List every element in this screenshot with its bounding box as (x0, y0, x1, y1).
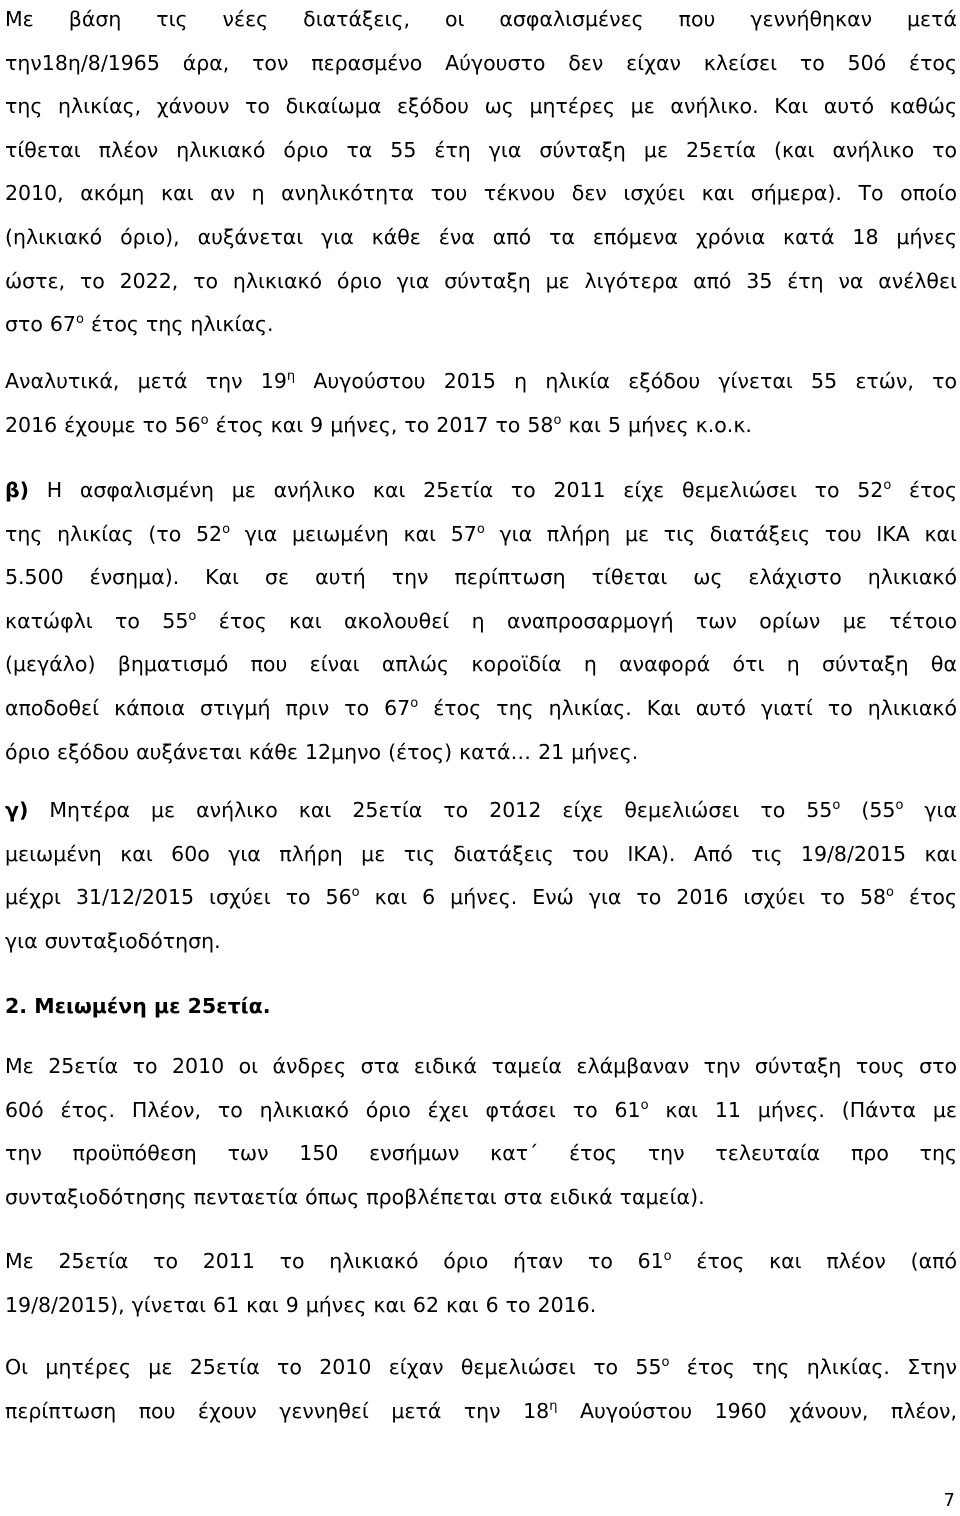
section-heading: 2. Μειωμένη με 25ετία. (5, 994, 271, 1018)
text-line (5, 1240, 957, 1284)
text-line (5, 687, 957, 731)
text-line: 2010, ακόμη και αν η ανηλικότητα του τέκνου δεν ισχύει και σήμερα). Το οποίο (5, 181, 957, 206)
list-marker: γ) (5, 798, 29, 822)
paragraph-6 (5, 1240, 957, 1327)
text-line: μειωμένη και 60ο για πλήρη με τις διατάξεις του ΙΚΑ). Από τις 19/8/2015 και (5, 841, 957, 866)
text-line: Με 25ετία το 2010 οι άνδρες στα ειδικά ταμεία ελάμβαναν την σύνταξη τους στο (5, 1054, 957, 1078)
page-number: 7 (943, 1490, 955, 1511)
text-fragment: Αυγούστου 1960 χάνουν, πλέον, (557, 1398, 957, 1423)
text-line (5, 1089, 957, 1133)
text-line: τίθεται πλέον ηλικιακό όριο τα 55 έτη για σύνταξη με 25ετία (και ανήλικο το (5, 137, 957, 162)
text-fragment: μέχρι 31/12/2015 ισχύει το 56 (5, 885, 352, 910)
superscript: ο (895, 798, 904, 813)
superscript: ο (553, 412, 562, 428)
text-line (5, 1346, 957, 1390)
text-line: (ηλικιακό όριο), αυξάνεται για κάθε ένα από τα επόμενα χρόνια κατά 18 μήνες (5, 224, 957, 249)
text-line (5, 404, 957, 448)
text-fragment: για μειωμένη και 57 (230, 521, 477, 546)
text-line: συνταξιοδότησης πενταετία όπως προβλέπεται στα ειδικά ταμεία). (5, 1184, 705, 1209)
text-fragment: Οι μητέρες με 25ετία το 2010 είχαν θεμελιώσει το 55 (5, 1355, 662, 1379)
superscript: ο (886, 885, 895, 901)
text-line: (μεγάλο) βηματισμό που είναι απλώς κοροϊδία η αναφορά ότι η σύνταξη θα (5, 652, 957, 677)
paragraph-b (5, 469, 957, 774)
superscript: ο (640, 1097, 649, 1113)
text-fragment: Αυγούστου 2015 η ηλικία εξόδου γίνεται 55 ετών, το (295, 369, 958, 393)
superscript: ο (75, 312, 84, 328)
text-fragment: Η ασφαλισμένη με ανήλικο και 25ετία το 2011 είχε θεμελιώσει το 52 (29, 478, 884, 502)
text-line (5, 1390, 957, 1434)
superscript: ο (661, 1355, 670, 1370)
text-fragment: της ηλικίας (το 52 (5, 521, 223, 546)
text-line (5, 600, 957, 644)
paragraph-1 (5, 0, 957, 347)
text-fragment: 60ό έτος. Πλέον, το ηλικιακό όριο έχει φτάσει το 61 (5, 1097, 641, 1122)
text-line: 19/8/2015), γίνεται 61 και 9 μήνες και 62 και 6 το 2016. (5, 1292, 597, 1317)
superscript: ο (351, 885, 360, 901)
text-fragment: και 5 μήνες κ.ο.κ. (561, 412, 752, 437)
text-fragment: και 6 μήνες. Ενώ για το 2016 ισχύει το 58 (359, 885, 887, 910)
paragraph-7 (5, 1346, 957, 1433)
text-fragment: κατώφλι το 55 (5, 608, 189, 633)
text-fragment: για πλήρη με τις διατάξεις του ΙΚΑ και (484, 521, 957, 546)
text-line (5, 303, 957, 347)
superscript: ο (883, 478, 892, 493)
text-fragment: και 11 μήνες. (Πάντα με (648, 1097, 958, 1122)
text-line: ώστε, το 2022, το ηλικιακό όριο για σύνταξη με λιγότερα από 35 έτη να ανέλθει (5, 268, 957, 293)
text-fragment: έτος και ακολουθεί η αναπροσαρμογή των ορίων με τέτοιο (196, 608, 958, 633)
text-line: την18η/8/1965 άρα, τον περασμένο Αύγουστο δεν είχαν κλείσει το 50ό έτος (5, 50, 957, 75)
text-line (5, 360, 957, 404)
superscript: ο (222, 521, 231, 537)
text-fragment: για (903, 798, 958, 822)
text-fragment: έτος της ηλικίας. Στην (669, 1355, 957, 1379)
paragraph-2 (5, 360, 957, 447)
text-fragment: 2016 έχουμε το 56 (5, 412, 201, 437)
superscript: ο (200, 412, 209, 428)
paragraph-5 (5, 1045, 957, 1219)
text-line (5, 513, 957, 557)
text-fragment: στο 67 (5, 312, 76, 337)
text-line (5, 469, 957, 513)
text-line: όριο εξόδου αυξάνεται κάθε 12μηνο (έτος) κατά… 21 μήνες. (5, 739, 639, 764)
text-line (5, 789, 957, 833)
superscript: ο (410, 695, 419, 711)
paragraph-c (5, 789, 957, 963)
text-fragment: Μητέρα με ανήλικο και 25ετία το 2012 είχε θεμελιώσει το 55 (28, 798, 833, 822)
text-fragment: έτος και 9 μήνες, το 2017 το 58 (208, 412, 554, 437)
text-fragment: περίπτωση που έχουν γεννηθεί μετά την 18 (5, 1398, 550, 1423)
text-fragment: έτος (894, 885, 958, 910)
text-line (5, 876, 957, 920)
text-line: Με βάση τις νέες διατάξεις, οι ασφαλισμένες που γεννήθηκαν μετά (5, 7, 957, 31)
text-fragment: έτος (891, 478, 957, 502)
text-line: 5.500 ένσημα). Και σε αυτή την περίπτωση τίθεται ως ελάχιστο ηλικιακό (5, 565, 957, 590)
superscript: ο (663, 1249, 672, 1264)
superscript: ο (832, 798, 841, 813)
text-fragment: (55 (840, 798, 896, 822)
text-fragment: αποδοθεί κάποια στιγμή πριν το 67 (5, 695, 411, 720)
text-fragment: έτος της ηλικίας. Και αυτό γιατί το ηλικιακό (418, 695, 957, 720)
text-fragment: Με 25ετία το 2011 το ηλικιακό όριο ήταν το 61 (5, 1249, 664, 1273)
superscript: ο (188, 608, 197, 624)
superscript: η (549, 1398, 558, 1414)
superscript: η (286, 369, 296, 384)
text-line: την προϋπόθεση των 150 ενσήμων κατ΄ έτος την τελευταία προ της (5, 1141, 957, 1166)
list-marker: β) (5, 478, 30, 502)
text-line: της ηλικίας, χάνουν το δικαίωμα εξόδου ως μητέρες με ανήλικο. Και αυτό καθώς (5, 94, 957, 119)
text-fragment: έτος της ηλικίας. (83, 312, 274, 337)
superscript: ο (476, 521, 485, 537)
text-fragment: έτος και πλέον (από (671, 1249, 957, 1273)
text-line: για συνταξιοδότηση. (5, 928, 221, 953)
text-fragment: Αναλυτικά, μετά την 19 (5, 369, 287, 393)
